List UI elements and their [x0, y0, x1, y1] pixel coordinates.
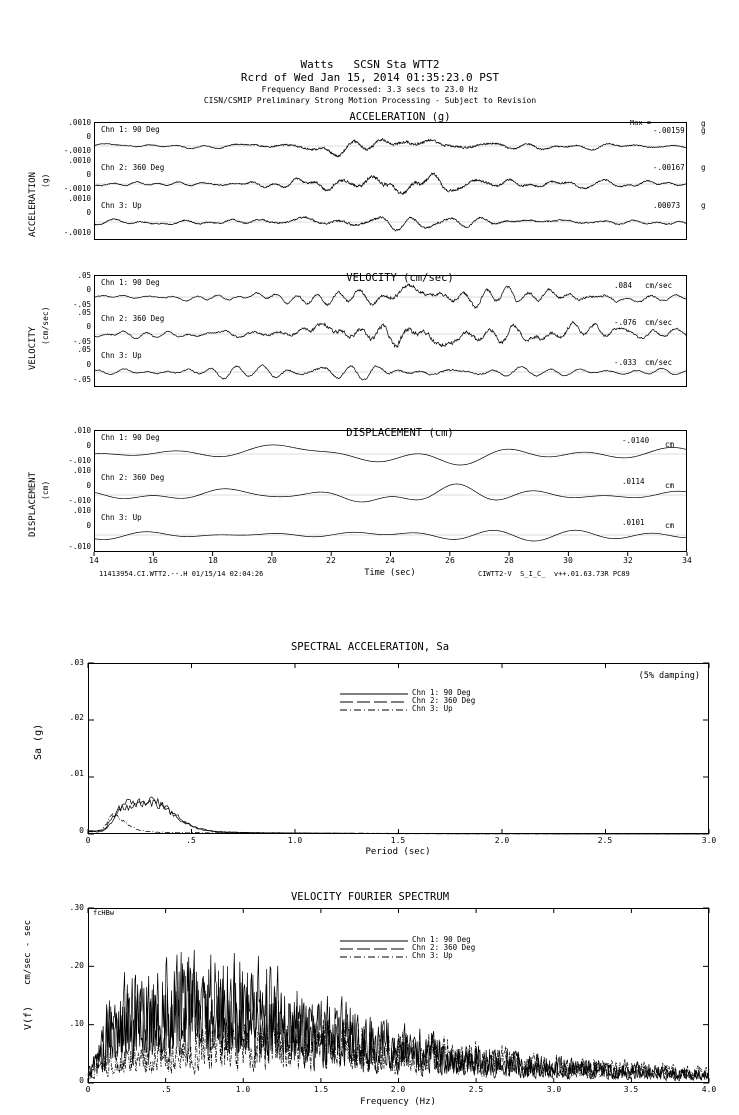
processing-note: CISN/CSMIP Preliminary Strong Motion Processing - Subject to Revision — [203, 96, 537, 105]
displacement-title: DISPLACEMENT (cm) — [346, 427, 454, 439]
vel-ytick: -.05 — [72, 337, 91, 346]
disp-unit: cm — [665, 440, 675, 449]
disp-ytick: -.010 — [68, 496, 91, 505]
fourier-legend-item: Chn 1: 90 Deg — [412, 935, 471, 944]
vel-channel-label: Chn 3: Up — [101, 351, 142, 360]
fourier-title: VELOCITY FOURIER SPECTRUM — [290, 891, 450, 903]
vel-ytick: -.05 — [72, 300, 91, 309]
fourier-xtick: 3.0 — [546, 1085, 562, 1094]
disp-peak-value: .0101 — [622, 518, 645, 527]
vel-ytick: .05 — [77, 271, 91, 280]
time-xtick: 32 — [623, 556, 633, 565]
vel-ytick: .05 — [77, 308, 91, 317]
velocity-ylabel: VELOCITY — [28, 326, 38, 370]
accel-ytick: .0010 — [68, 118, 91, 127]
disp-peak-value: .0114 — [622, 477, 645, 486]
sa-xtick: 1.5 — [390, 836, 406, 845]
vel-channel-label: Chn 1: 90 Deg — [101, 278, 160, 287]
accel-ytick: 0 — [86, 132, 91, 141]
accel-unit: g — [701, 163, 706, 172]
sa-xtick: 1.0 — [287, 836, 303, 845]
sa-xtick: 2.0 — [494, 836, 510, 845]
vel-unit: cm/sec — [645, 281, 673, 290]
accel-peak-value: -.00159 — [653, 126, 685, 135]
footer-right: CIWTT2-V S_I_C_ v++.01.63.73R PC89 — [478, 570, 630, 578]
footer-left: 11413954.CI.WTT2.--.H 01/15/14 02:04:26 — [99, 570, 264, 578]
sa-xtick: .5 — [186, 836, 196, 845]
time-xtick: 16 — [148, 556, 158, 565]
time-xtick: 22 — [326, 556, 336, 565]
displacement-ylabel: DISPLACEMENT — [28, 471, 38, 537]
disp-ytick: 0 — [86, 441, 91, 450]
disp-ytick: 0 — [86, 481, 91, 490]
sa-xlabel: Period (sec) — [365, 847, 431, 857]
time-xtick: 30 — [563, 556, 573, 565]
fourier-legend-item: Chn 2: 360 Deg — [412, 943, 476, 952]
accel-channel-label: Chn 2: 360 Deg — [101, 163, 165, 172]
sa-ytick: .01 — [69, 769, 84, 778]
accel-ytick: 0 — [86, 208, 91, 217]
time-xtick: 20 — [267, 556, 277, 565]
disp-ytick: .010 — [72, 466, 91, 475]
vel-unit: cm/sec — [645, 358, 673, 367]
fourier-legend-lines — [340, 937, 410, 963]
accel-peak-value: -.00167 — [653, 163, 685, 172]
accel-ytick: 0 — [86, 170, 91, 179]
sa-xtick: 3.0 — [701, 836, 717, 845]
fourier-xtick: .5 — [161, 1085, 171, 1094]
fourier-curves — [88, 908, 709, 1083]
disp-unit: cm — [665, 481, 675, 490]
disp-channel-label: Chn 3: Up — [101, 513, 142, 522]
fourier-ylabel: V(f) — [23, 1005, 34, 1030]
vel-peak-value: -.033 — [614, 358, 637, 367]
sa-legend-item: Chn 3: Up — [412, 704, 453, 713]
fourier-xtick: 1.5 — [313, 1085, 329, 1094]
accel-channel-label: Chn 3: Up — [101, 201, 142, 210]
vel-channel-label: Chn 2: 360 Deg — [101, 314, 165, 323]
fourier-xtick: 4.0 — [701, 1085, 717, 1094]
time-xtick: 14 — [89, 556, 99, 565]
sa-xtick: 2.5 — [597, 836, 613, 845]
sa-ytick: .02 — [69, 713, 84, 722]
vel-ytick: 0 — [86, 360, 91, 369]
sa-ytick: 0 — [79, 826, 84, 835]
fourier-corner-note: fcHBw — [93, 909, 115, 917]
accel-unit: g — [701, 119, 706, 128]
velocity-title: VELOCITY (cm/sec) — [346, 272, 454, 284]
disp-channel-label: Chn 1: 90 Deg — [101, 433, 160, 442]
disp-ytick: .010 — [72, 426, 91, 435]
sa-damping-note: (5% damping) — [638, 671, 700, 681]
vel-unit: cm/sec — [645, 318, 673, 327]
fourier-xtick: 2.0 — [390, 1085, 406, 1094]
disp-ytick: .010 — [72, 506, 91, 515]
time-xtick: 24 — [385, 556, 395, 565]
fourier-xtick: 2.5 — [468, 1085, 484, 1094]
sa-xtick: 0 — [85, 836, 91, 845]
accel-ytick: -.0010 — [63, 228, 91, 237]
accel-ytick: .0010 — [68, 156, 91, 165]
frequency-band: Frequency Band Processed: 3.3 secs to 23.0 Hz — [261, 85, 479, 94]
accel-ytick: -.0010 — [63, 146, 91, 155]
disp-channel-label: Chn 2: 360 Deg — [101, 473, 165, 482]
fourier-xtick: 0 — [85, 1085, 91, 1094]
sa-legend-item: Chn 1: 90 Deg — [412, 688, 471, 697]
sa-title: SPECTRAL ACCELERATION, Sa — [290, 641, 450, 653]
velocity-traces — [94, 275, 687, 387]
sa-ylabel: Sa (g) — [33, 723, 44, 760]
vel-ytick: 0 — [86, 322, 91, 331]
fourier-ytick: .10 — [69, 1019, 84, 1028]
acceleration-traces — [94, 122, 687, 240]
displacement-traces — [94, 430, 687, 552]
disp-unit: cm — [665, 521, 675, 530]
accel-unit: g — [701, 126, 706, 135]
accel-ytick: .0010 — [68, 194, 91, 203]
vel-ytick: -.05 — [72, 375, 91, 384]
accel-max-label: Max = — [629, 119, 651, 127]
fourier-xtick: 3.5 — [623, 1085, 639, 1094]
fourier-ytick: 0 — [79, 1076, 84, 1085]
vel-ytick: 0 — [86, 285, 91, 294]
acceleration-yunit: (g) — [41, 173, 50, 188]
disp-peak-value: -.0140 — [622, 436, 650, 445]
fourier-xlabel: Frequency (Hz) — [360, 1097, 436, 1107]
accel-peak-value: .00073 — [653, 201, 681, 210]
disp-ytick: -.010 — [68, 456, 91, 465]
time-xtick: 26 — [445, 556, 455, 565]
sa-ytick: .03 — [69, 658, 84, 667]
accel-unit: g — [701, 201, 706, 210]
acceleration-title: ACCELERATION (g) — [349, 111, 451, 123]
disp-ytick: -.010 — [68, 542, 91, 551]
fourier-ytick: .30 — [69, 903, 84, 912]
vel-peak-value: -.076 — [614, 318, 637, 327]
fourier-legend-item: Chn 3: Up — [412, 951, 453, 960]
sa-legend-lines — [340, 690, 410, 716]
fourier-yunit: cm/sec - sec — [23, 919, 33, 985]
sa-legend-item: Chn 2: 360 Deg — [412, 696, 476, 705]
time-xtick: 28 — [504, 556, 514, 565]
velocity-yunit: (cm/sec) — [41, 306, 50, 345]
station-title: Watts SCSN Sta WTT2 — [300, 58, 440, 71]
record-datetime: Rcrd of Wed Jan 15, 2014 01:35:23.0 PST — [240, 71, 500, 84]
time-xtick: 18 — [208, 556, 218, 565]
fourier-ytick: .20 — [69, 961, 84, 970]
fourier-xtick: 1.0 — [235, 1085, 251, 1094]
vel-peak-value: .084 — [614, 281, 633, 290]
vel-ytick: .05 — [77, 345, 91, 354]
acceleration-ylabel: ACCELERATION — [28, 171, 38, 237]
accel-ytick: -.0010 — [63, 184, 91, 193]
accel-channel-label: Chn 1: 90 Deg — [101, 125, 160, 134]
disp-ytick: 0 — [86, 521, 91, 530]
time-axis-label: Time (sec) — [364, 568, 416, 578]
displacement-yunit: (cm) — [41, 480, 50, 500]
sa-curves — [88, 663, 709, 834]
time-xtick: 34 — [682, 556, 692, 565]
